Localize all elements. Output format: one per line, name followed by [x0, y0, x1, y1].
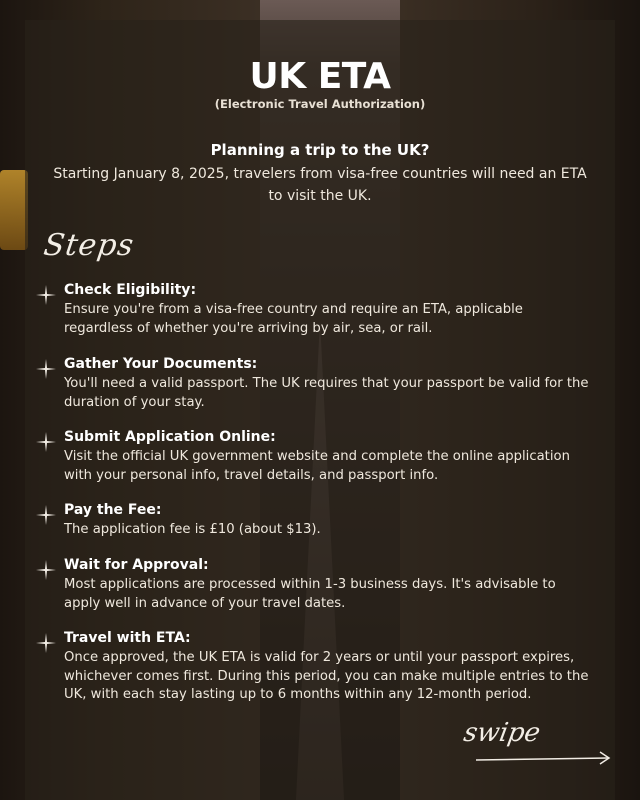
step-body: Most applications are processed within 1-3 business days. It's advisable to apply well in advance of your travel dates. — [64, 577, 556, 611]
step-body: Visit the official UK government website and complete the online application with your personal info, travel details, and passport info. — [64, 449, 570, 483]
headline: Planning a trip to the UK? — [210, 141, 430, 159]
sparkle-icon — [36, 560, 56, 580]
step-body: Ensure you're from a visa-free country and require an ETA, applicable regardless of whether you're arriving by air, sea, or rail. — [64, 302, 523, 336]
step-body: Once approved, the UK ETA is valid for 2 years or until your passport expires, whichever comes first. During this period, you can make multiple entries to the UK, with each stay lasting up to 6 months within any 12-month period. — [64, 650, 589, 702]
arrow-right-icon — [474, 748, 614, 768]
steps-heading: Steps — [41, 228, 137, 263]
swipe-label: swipe — [461, 718, 543, 748]
sparkle-icon — [36, 285, 56, 305]
page-subtitle: (Electronic Travel Authorization) — [214, 97, 426, 111]
sparkle-icon — [36, 505, 56, 525]
step-title: Submit Application Online: — [64, 429, 276, 445]
step-body: The application fee is £10 (about $13). — [64, 522, 321, 537]
sparkle-icon — [36, 633, 56, 653]
step-title: Wait for Approval: — [64, 557, 209, 573]
step-body: You'll need a valid passport. The UK requires that your passport be valid for the duration of your stay. — [64, 376, 589, 410]
page-title: UK ETA — [249, 56, 391, 97]
step-title: Gather Your Documents: — [64, 356, 258, 372]
swipe-hint[interactable] — [461, 718, 614, 778]
step-title: Travel with ETA: — [64, 630, 191, 646]
sparkle-icon — [36, 432, 56, 452]
intro-text: Starting January 8, 2025, travelers from visa-free countries will need an ETA to visit the UK. — [53, 166, 587, 204]
step-title: Pay the Fee: — [64, 502, 162, 518]
step-title: Check Eligibility: — [64, 282, 197, 298]
sparkle-icon — [36, 359, 56, 379]
